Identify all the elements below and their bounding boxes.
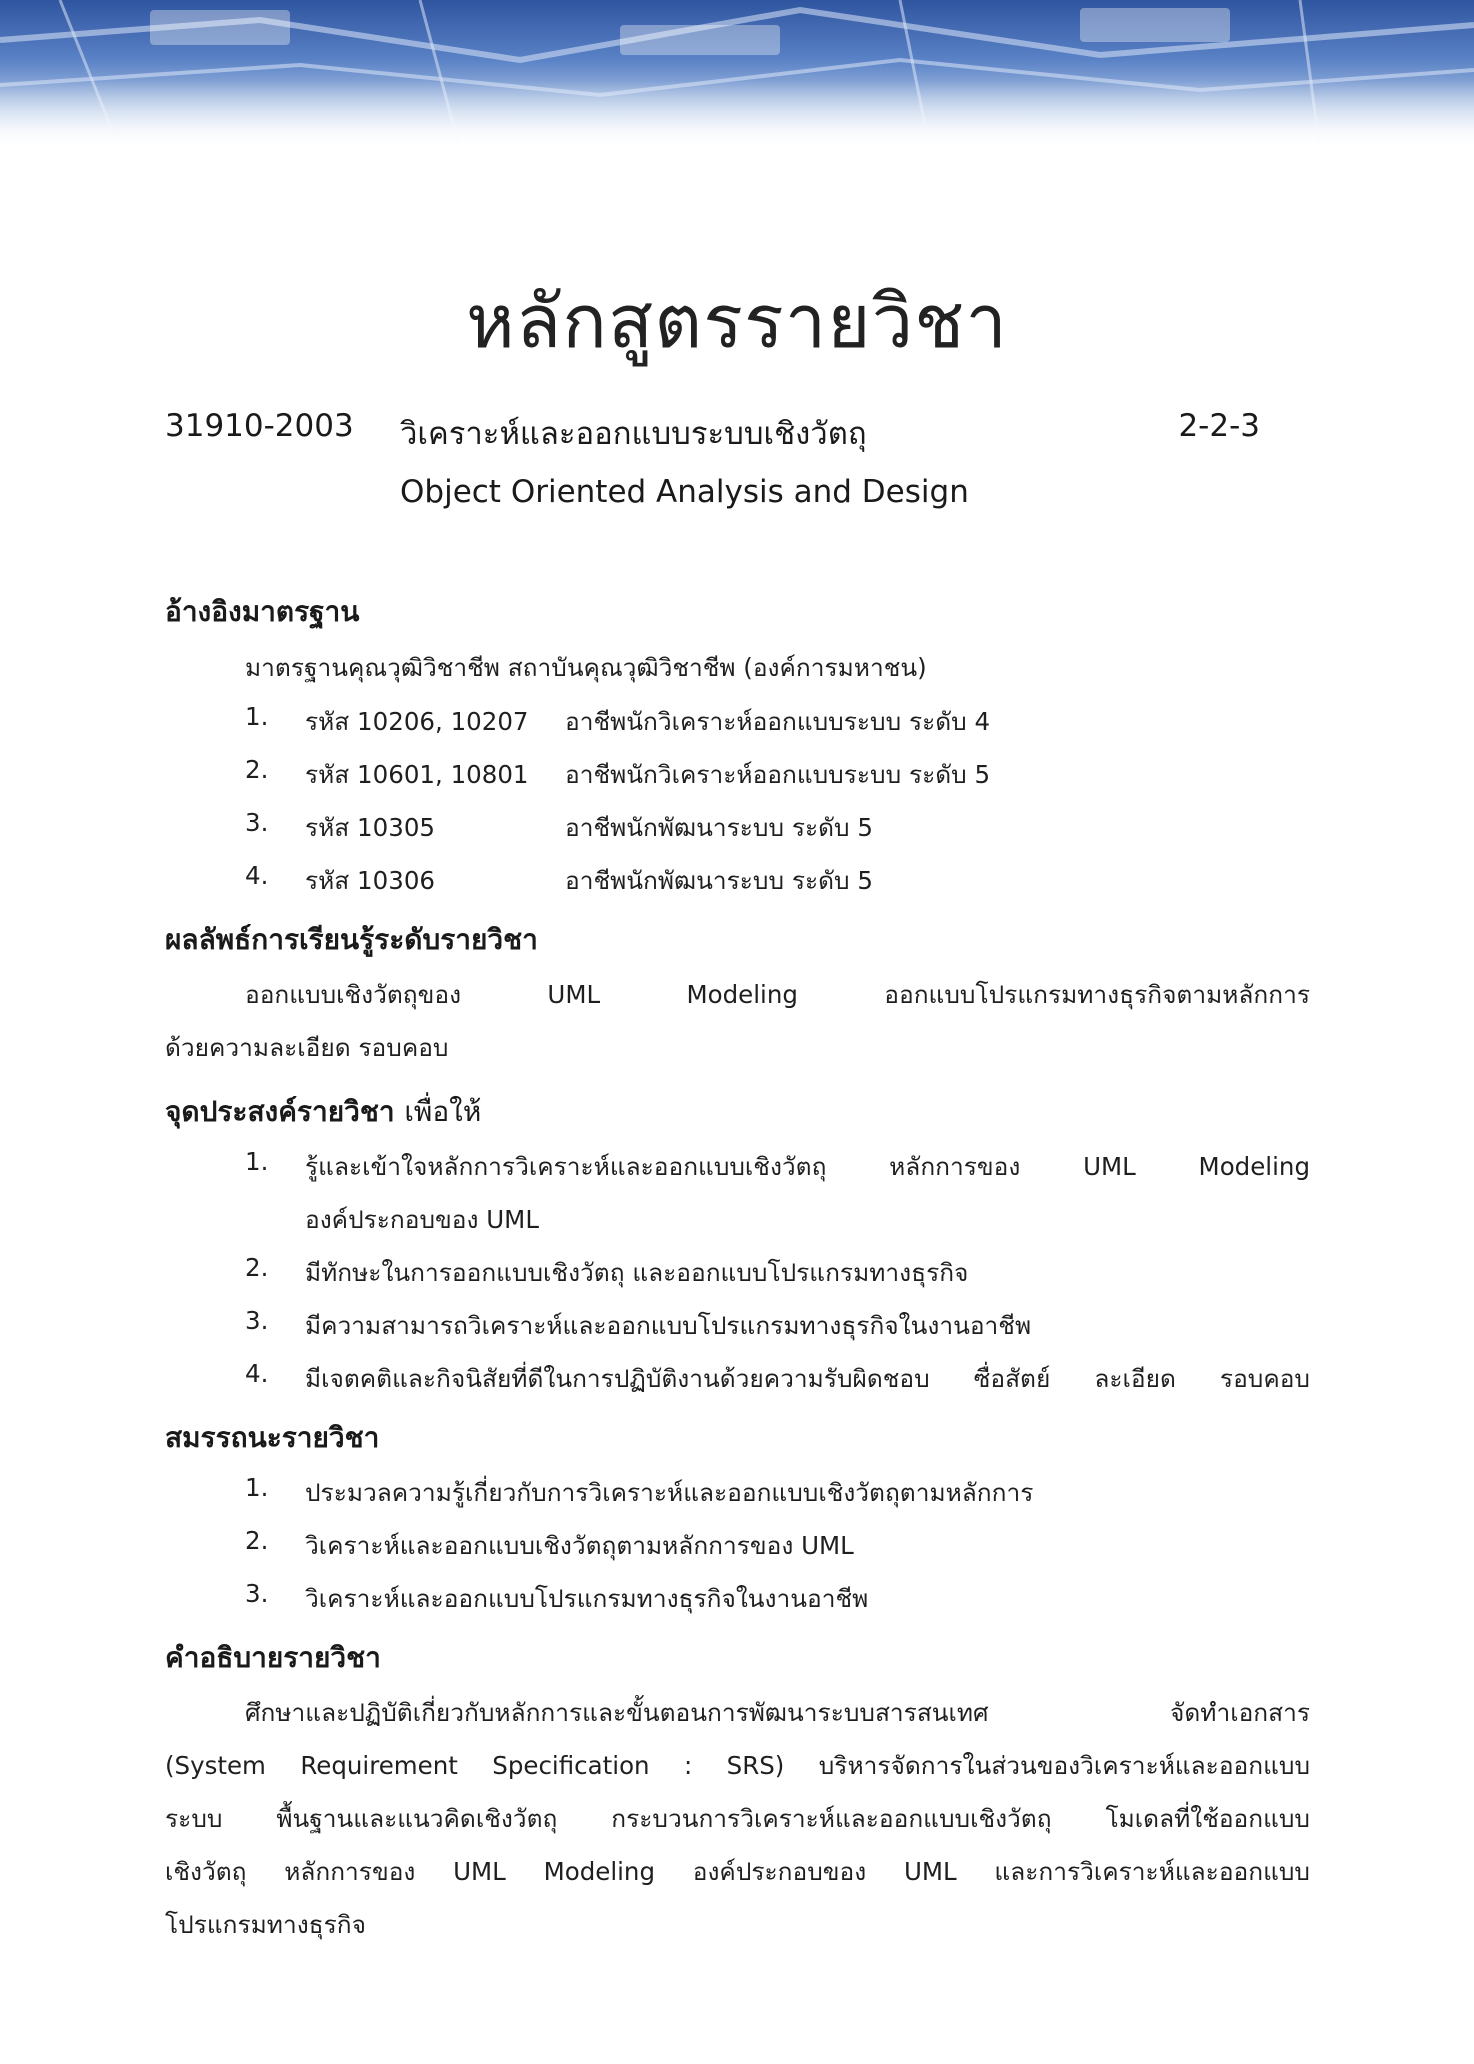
page-title: หลักสูตรรายวิชา	[466, 279, 1008, 365]
objective-number: 4.	[245, 1359, 269, 1388]
standard-description: อาชีพนักวิเคราะห์ออกแบบระบบ ระดับ 5	[565, 760, 991, 789]
description-line: ศึกษาและปฏิบัติเกี่ยวกับหลักการและขั้นตอนการพัฒนาระบบสารสนเทศ จัดทำเอกสาร	[245, 1698, 1310, 1727]
standards-heading: อ้างอิงมาตรฐาน	[165, 595, 360, 628]
standard-code: รหัส 10206, 10207	[305, 707, 529, 736]
standard-description: อาชีพนักวิเคราะห์ออกแบบระบบ ระดับ 4	[565, 707, 991, 736]
header-banner	[0, 0, 1474, 150]
objective-number: 2.	[245, 1253, 269, 1282]
competency-text: วิเคราะห์และออกแบบโปรแกรมทางธุรกิจในงานอาชีพ	[305, 1584, 869, 1613]
description-line: ระบบ พื้นฐานและแนวคิดเชิงวัตถุ กระบวนการวิเคราะห์และออกแบบเชิงวัตถุ โมเดลที่ใช้ออกแบบ	[165, 1804, 1310, 1833]
standard-description: อาชีพนักพัฒนาระบบ ระดับ 5	[565, 866, 873, 895]
description-heading: คำอธิบายรายวิชา	[165, 1641, 381, 1674]
objective-text: มีทักษะในการออกแบบเชิงวัตถุ และออกแบบโปรแกรมทางธุรกิจ	[305, 1258, 969, 1287]
competencies-heading: สมรรถนะรายวิชา	[165, 1421, 380, 1454]
outcomes-heading: ผลลัพธ์การเรียนรู้ระดับรายวิชา	[165, 923, 538, 956]
standard-code: รหัส 10306	[305, 866, 435, 895]
description-line: โปรแกรมทางธุรกิจ	[165, 1910, 366, 1939]
course-name-thai: วิเคราะห์และออกแบบระบบเชิงวัตถุ	[400, 416, 867, 452]
description-line: เชิงวัตถุ หลักการของ UML Modeling องค์ประกอบของ UML และการวิเคราะห์และออกแบบ	[165, 1857, 1310, 1886]
standard-number: 2.	[245, 755, 269, 784]
objective-text: รู้และเข้าใจหลักการวิเคราะห์และออกแบบเชิงวัตถุ หลักการของ UML Modeling	[305, 1152, 1310, 1181]
standards-intro: มาตรฐานคุณวุฒิวิชาชีพ สถาบันคุณวุฒิวิชาชีพ (องค์การมหาชน)	[245, 653, 927, 682]
objectives-heading-suffix: เพื่อให้	[404, 1095, 482, 1128]
standard-code: รหัส 10305	[305, 813, 435, 842]
course-code: 31910-2003	[165, 408, 354, 444]
objective-text-continued: องค์ประกอบของ UML	[305, 1205, 539, 1234]
standard-description: อาชีพนักพัฒนาระบบ ระดับ 5	[565, 813, 873, 842]
competency-text: ประมวลความรู้เกี่ยวกับการวิเคราะห์และออกแบบเชิงวัตถุตามหลักการ	[305, 1478, 1034, 1507]
competency-number: 2.	[245, 1526, 269, 1555]
standard-number: 1.	[245, 702, 269, 731]
course-name-english: Object Oriented Analysis and Design	[400, 474, 969, 510]
competency-number: 3.	[245, 1579, 269, 1608]
description-line: (System Requirement Specification : SRS) บริหารจัดการในส่วนของวิเคราะห์และออกแบบ	[165, 1751, 1310, 1780]
objective-number: 1.	[245, 1147, 269, 1176]
objective-text: มีความสามารถวิเคราะห์และออกแบบโปรแกรมทางธุรกิจในงานอาชีพ	[305, 1311, 1032, 1340]
outcomes-text-line: ออกแบบเชิงวัตถุของ UML Modeling ออกแบบโปรแกรมทางธุรกิจตามหลักการ	[245, 980, 1310, 1009]
objective-text: มีเจตคติและกิจนิสัยที่ดีในการปฏิบัติงานด้วยความรับผิดชอบ ซื่อสัตย์ ละเอียด รอบคอบ	[305, 1364, 1310, 1393]
banner-graphic	[0, 0, 1474, 150]
standard-number: 4.	[245, 861, 269, 890]
standard-code: รหัส 10601, 10801	[305, 760, 529, 789]
objectives-heading: จุดประสงค์รายวิชา เพื่อให้	[165, 1095, 482, 1128]
competency-number: 1.	[245, 1473, 269, 1502]
outcomes-text-line: ด้วยความละเอียด รอบคอบ	[165, 1033, 449, 1062]
course-header	[165, 408, 1260, 458]
objective-number: 3.	[245, 1306, 269, 1335]
standard-number: 3.	[245, 808, 269, 837]
course-credits: 2-2-3	[1178, 408, 1260, 444]
competency-text: วิเคราะห์และออกแบบเชิงวัตถุตามหลักการของ UML	[305, 1531, 854, 1560]
